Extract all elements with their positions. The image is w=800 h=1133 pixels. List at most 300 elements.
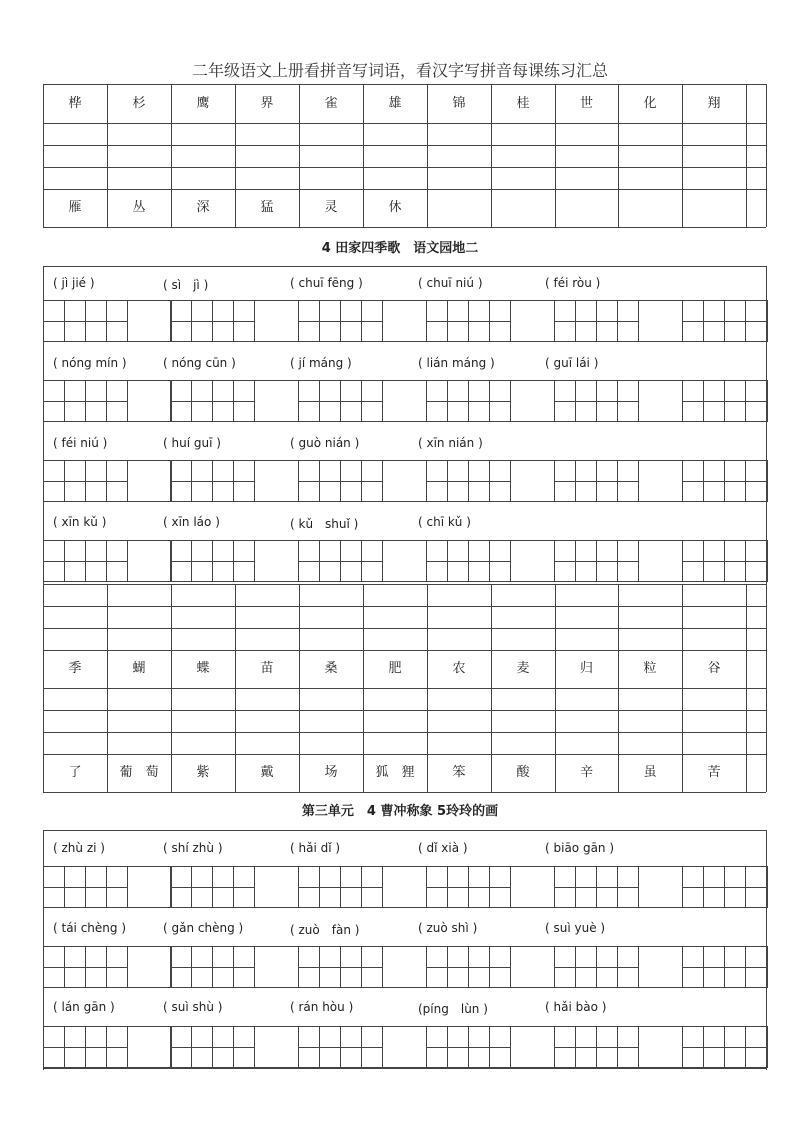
writing-cell[interactable] (298, 300, 320, 342)
writing-cell-midline (448, 561, 468, 562)
writing-cell-midline (746, 887, 766, 888)
writing-cell-midline (171, 967, 191, 968)
writing-cell-midline (171, 321, 191, 322)
writing-cell[interactable] (361, 380, 383, 422)
writing-cell-midline (427, 481, 447, 482)
writing-cell[interactable] (596, 300, 618, 342)
writing-cell-midline (448, 401, 468, 402)
writing-cell[interactable] (724, 1026, 746, 1068)
writing-cell[interactable] (170, 946, 192, 988)
writing-spacer (382, 540, 427, 582)
writing-cell[interactable] (468, 460, 490, 502)
writing-cell[interactable] (489, 300, 511, 342)
pinyin-prompt: ( chuī niú ) (418, 276, 483, 290)
writing-cell[interactable] (703, 380, 725, 422)
writing-cell-midline (490, 967, 510, 968)
writing-cell[interactable] (489, 460, 511, 502)
writing-cell[interactable] (340, 460, 362, 502)
writing-cell[interactable] (468, 300, 490, 342)
table2-char-cell: 场 (324, 765, 338, 780)
writing-cell[interactable] (233, 540, 255, 582)
writing-cell[interactable] (554, 540, 576, 582)
writing-cell[interactable] (682, 460, 704, 502)
pinyin-prompt: ( shí zhù ) (163, 841, 223, 855)
writing-cell[interactable] (298, 866, 320, 908)
writing-cell-midline (576, 401, 596, 402)
writing-cell[interactable] (361, 946, 383, 988)
writing-cell[interactable] (319, 1026, 341, 1068)
table1-char-cell (746, 189, 766, 227)
writing-cell[interactable] (447, 866, 469, 908)
writing-cell-midline (192, 1047, 212, 1048)
writing-cell-midline (44, 481, 64, 482)
table2-char-cell: 肥 (388, 661, 402, 676)
table2-char-cell: 辛 (579, 765, 593, 780)
writing-cell[interactable] (682, 540, 704, 582)
writing-cell[interactable] (426, 866, 448, 908)
writing-cell-midline (213, 967, 233, 968)
writing-cell[interactable] (233, 300, 255, 342)
writing-cell[interactable] (468, 866, 490, 908)
writing-cell[interactable] (340, 380, 362, 422)
writing-cell-midline (725, 561, 745, 562)
writing-spacer (510, 380, 555, 422)
writing-cell-midline (469, 887, 489, 888)
writing-cell[interactable] (64, 540, 86, 582)
writing-cell[interactable] (106, 460, 128, 502)
writing-cell[interactable] (617, 300, 639, 342)
writing-cell[interactable] (745, 460, 767, 502)
writing-cell[interactable] (575, 460, 597, 502)
writing-cell[interactable] (724, 540, 746, 582)
table1-char-cell: 翔 (707, 96, 721, 111)
writing-cell-midline (597, 1047, 617, 1048)
pinyin-prompt: ( chuī fēng ) (290, 276, 363, 290)
writing-cell[interactable] (703, 460, 725, 502)
writing-cell[interactable] (447, 380, 469, 422)
writing-cell-midline (320, 561, 340, 562)
writing-cell[interactable] (191, 946, 213, 988)
pinyin-prompt: ( sì jì ) (163, 278, 209, 292)
table2-char-cell: 农 (452, 661, 466, 676)
writing-cell[interactable] (596, 460, 618, 502)
writing-cell[interactable] (212, 1026, 234, 1068)
writing-cell-midline (234, 561, 254, 562)
writing-cell[interactable] (489, 380, 511, 422)
writing-cell[interactable] (575, 946, 597, 988)
writing-cell[interactable] (745, 380, 767, 422)
writing-cell[interactable] (191, 460, 213, 502)
writing-cell[interactable] (43, 300, 65, 342)
writing-cell[interactable] (43, 540, 65, 582)
writing-cell-midline (683, 887, 703, 888)
writing-cell[interactable] (489, 1026, 511, 1068)
writing-cell[interactable] (340, 300, 362, 342)
writing-cell[interactable] (361, 866, 383, 908)
writing-cell[interactable] (319, 540, 341, 582)
writing-cell-midline (86, 481, 106, 482)
writing-cell-midline (65, 321, 85, 322)
writing-cell[interactable] (340, 540, 362, 582)
writing-cell-midline (299, 561, 319, 562)
pinyin-prompt: ( gǎn chèng ) (163, 921, 244, 935)
writing-cell[interactable] (575, 866, 597, 908)
writing-cell[interactable] (426, 1026, 448, 1068)
table1-char-cell: 化 (643, 96, 657, 111)
writing-cell[interactable] (191, 300, 213, 342)
writing-cell[interactable] (361, 540, 383, 582)
writing-cell[interactable] (361, 1026, 383, 1068)
writing-cell-midline (362, 887, 382, 888)
table2-hline (43, 710, 766, 711)
table1-char-cell (682, 189, 746, 227)
writing-cell[interactable] (319, 866, 341, 908)
table2-char-cell: 苦 (707, 765, 721, 780)
writing-cell[interactable] (170, 540, 192, 582)
writing-cell-midline (65, 887, 85, 888)
writing-cell[interactable] (212, 300, 234, 342)
writing-cell[interactable] (298, 460, 320, 502)
writing-spacer (766, 380, 768, 422)
writing-spacer (766, 866, 768, 908)
writing-cell-midline (597, 481, 617, 482)
table1-char-cell (746, 84, 766, 123)
writing-cell-midline (107, 321, 127, 322)
table1-char-cell: 鹰 (196, 96, 210, 111)
writing-cell[interactable] (43, 460, 65, 502)
pinyin-prompt: ( guī lái ) (545, 356, 599, 370)
writing-cell-midline (86, 321, 106, 322)
table2-char-cell: 麦 (516, 661, 530, 676)
writing-cell[interactable] (106, 866, 128, 908)
writing-cell-midline (683, 401, 703, 402)
writing-cell-midline (555, 1047, 575, 1048)
writing-cell-midline (234, 401, 254, 402)
writing-cell[interactable] (319, 380, 341, 422)
writing-cell[interactable] (596, 1026, 618, 1068)
table1-char-cell: 界 (260, 96, 274, 111)
writing-cell[interactable] (361, 460, 383, 502)
writing-cell-midline (171, 561, 191, 562)
writing-cell[interactable] (85, 380, 107, 422)
writing-cell[interactable] (426, 380, 448, 422)
writing-cell[interactable] (596, 866, 618, 908)
writing-cell-midline (362, 481, 382, 482)
writing-cell[interactable] (106, 1026, 128, 1068)
writing-cell[interactable] (233, 866, 255, 908)
writing-cell-midline (448, 321, 468, 322)
writing-cell[interactable] (596, 380, 618, 422)
writing-cell[interactable] (617, 946, 639, 988)
table1-vline (766, 84, 767, 227)
writing-cell-midline (320, 887, 340, 888)
writing-cell[interactable] (64, 460, 86, 502)
pinyin-prompt: ( hǎi dǐ ) (290, 841, 341, 855)
writing-cell[interactable] (191, 866, 213, 908)
pinyin-prompt: ( féi niú ) (53, 436, 108, 450)
writing-cell[interactable] (233, 380, 255, 422)
writing-cell[interactable] (745, 300, 767, 342)
writing-cell[interactable] (298, 540, 320, 582)
writing-spacer (382, 380, 427, 422)
writing-cell-midline (362, 1047, 382, 1048)
writing-cell-midline (362, 561, 382, 562)
writing-cell-midline (234, 321, 254, 322)
writing-cell[interactable] (724, 946, 746, 988)
writing-cell[interactable] (64, 866, 86, 908)
writing-cell[interactable] (489, 946, 511, 988)
writing-cell[interactable] (340, 946, 362, 988)
writing-cell[interactable] (447, 1026, 469, 1068)
writing-cell[interactable] (426, 946, 448, 988)
writing-cell[interactable] (85, 300, 107, 342)
writing-spacer (638, 300, 683, 342)
writing-cell-midline (213, 887, 233, 888)
writing-cell[interactable] (703, 1026, 725, 1068)
writing-spacer (382, 866, 427, 908)
writing-cell-midline (618, 561, 638, 562)
writing-cell[interactable] (489, 866, 511, 908)
writing-cell[interactable] (170, 300, 192, 342)
writing-cell[interactable] (106, 540, 128, 582)
writing-cell[interactable] (170, 866, 192, 908)
writing-cell[interactable] (745, 946, 767, 988)
pinyin-prompt: ( xīn kǔ ) (53, 515, 107, 529)
writing-cell-midline (107, 887, 127, 888)
writing-cell-midline (555, 887, 575, 888)
writing-cell[interactable] (447, 540, 469, 582)
writing-cell[interactable] (426, 540, 448, 582)
writing-cell[interactable] (703, 866, 725, 908)
writing-cell[interactable] (212, 946, 234, 988)
writing-cell[interactable] (745, 540, 767, 582)
table1-char-cell: 雁 (68, 200, 82, 215)
writing-cell[interactable] (233, 460, 255, 502)
pinyin-prompt: ( guò nián ) (290, 436, 360, 450)
writing-cell[interactable] (233, 1026, 255, 1068)
writing-cell[interactable] (682, 300, 704, 342)
writing-spacer (638, 380, 683, 422)
writing-cell-midline (618, 1047, 638, 1048)
pinyin-prompt: ( féi ròu ) (545, 276, 601, 290)
table1-char-cell: 桦 (68, 96, 82, 111)
table2-hline (43, 688, 766, 689)
writing-spacer (254, 300, 299, 342)
writing-cell[interactable] (212, 460, 234, 502)
writing-cell[interactable] (617, 380, 639, 422)
writing-cell[interactable] (426, 460, 448, 502)
pinyin-prompt: ( lián máng ) (418, 356, 495, 370)
writing-cell[interactable] (468, 540, 490, 582)
writing-cell[interactable] (233, 946, 255, 988)
writing-cell-midline (427, 967, 447, 968)
writing-cell-midline (427, 321, 447, 322)
writing-cell[interactable] (212, 866, 234, 908)
pinyin-prompt: ( zhù zi ) (53, 841, 105, 855)
writing-cell[interactable] (596, 540, 618, 582)
writing-cell-midline (746, 967, 766, 968)
writing-cell[interactable] (617, 460, 639, 502)
writing-cell[interactable] (43, 1026, 65, 1068)
table2-char-cell: 谷 (707, 661, 721, 676)
writing-spacer (638, 866, 683, 908)
writing-cell-midline (192, 887, 212, 888)
writing-cell[interactable] (554, 380, 576, 422)
block-bottom-border (43, 1068, 766, 1069)
writing-cell[interactable] (43, 866, 65, 908)
table1-char-cell: 雄 (388, 96, 402, 111)
writing-cell[interactable] (575, 540, 597, 582)
writing-cell-midline (341, 887, 361, 888)
writing-cell[interactable] (340, 866, 362, 908)
writing-cell[interactable] (682, 1026, 704, 1068)
writing-cell-midline (213, 1047, 233, 1048)
pinyin-prompt: ( kǔ shuǐ ) (290, 517, 359, 531)
writing-cell[interactable] (682, 866, 704, 908)
writing-cell[interactable] (85, 1026, 107, 1068)
writing-cell[interactable] (575, 380, 597, 422)
writing-cell-midline (490, 1047, 510, 1048)
writing-cell-midline (490, 321, 510, 322)
writing-cell[interactable] (554, 946, 576, 988)
writing-cell[interactable] (703, 300, 725, 342)
writing-cell[interactable] (64, 1026, 86, 1068)
pinyin-prompt: ( dǐ xià ) (418, 841, 468, 855)
writing-cell[interactable] (212, 540, 234, 582)
writing-spacer (127, 540, 172, 582)
writing-cell[interactable] (554, 1026, 576, 1068)
writing-cell[interactable] (298, 380, 320, 422)
writing-cell-midline (171, 887, 191, 888)
table2-hline (43, 792, 766, 793)
pinyin-prompt: ( nóng mín ) (53, 356, 127, 370)
writing-cell[interactable] (724, 380, 746, 422)
writing-cell-midline (107, 1047, 127, 1048)
writing-spacer (254, 540, 299, 582)
writing-cell[interactable] (468, 946, 490, 988)
writing-cell-midline (683, 967, 703, 968)
writing-cell[interactable] (745, 1026, 767, 1068)
writing-cell-midline (299, 887, 319, 888)
writing-cell-midline (725, 401, 745, 402)
writing-cell-midline (704, 967, 724, 968)
writing-cell-midline (555, 561, 575, 562)
table1-char-cell: 休 (388, 200, 402, 215)
writing-cell[interactable] (319, 946, 341, 988)
writing-cell[interactable] (724, 866, 746, 908)
writing-cell-midline (469, 481, 489, 482)
writing-cell-midline (555, 967, 575, 968)
writing-cell[interactable] (212, 380, 234, 422)
writing-cell[interactable] (554, 866, 576, 908)
writing-cell[interactable] (191, 540, 213, 582)
writing-cell-midline (704, 481, 724, 482)
writing-cell[interactable] (43, 380, 65, 422)
writing-cell[interactable] (85, 866, 107, 908)
writing-cell[interactable] (447, 460, 469, 502)
writing-cell[interactable] (703, 540, 725, 582)
writing-cell[interactable] (85, 540, 107, 582)
writing-spacer (254, 946, 299, 988)
writing-cell[interactable] (468, 1026, 490, 1068)
writing-cell[interactable] (170, 460, 192, 502)
writing-cell[interactable] (724, 460, 746, 502)
table1-hline (43, 227, 766, 228)
writing-cell[interactable] (64, 380, 86, 422)
writing-cell[interactable] (319, 460, 341, 502)
writing-cell[interactable] (745, 866, 767, 908)
writing-cell[interactable] (682, 946, 704, 988)
writing-cell[interactable] (468, 380, 490, 422)
writing-cell[interactable] (361, 300, 383, 342)
writing-cell[interactable] (617, 1026, 639, 1068)
writing-cell[interactable] (64, 946, 86, 988)
writing-cell[interactable] (85, 946, 107, 988)
writing-cell[interactable] (617, 866, 639, 908)
writing-cell-midline (683, 1047, 703, 1048)
writing-cell[interactable] (703, 946, 725, 988)
table2-char-cell: 紫 (196, 765, 210, 780)
writing-cell[interactable] (298, 946, 320, 988)
writing-cell-midline (683, 561, 703, 562)
writing-cell[interactable] (106, 380, 128, 422)
writing-cell[interactable] (340, 1026, 362, 1068)
writing-cell[interactable] (298, 1026, 320, 1068)
writing-cell[interactable] (106, 946, 128, 988)
writing-cell-midline (86, 401, 106, 402)
writing-cell-midline (86, 967, 106, 968)
writing-cell-midline (213, 561, 233, 562)
writing-cell[interactable] (191, 380, 213, 422)
writing-spacer (254, 866, 299, 908)
writing-spacer (254, 460, 299, 502)
writing-cell-midline (576, 967, 596, 968)
writing-cell-midline (469, 1047, 489, 1048)
writing-cell-midline (427, 561, 447, 562)
writing-spacer (510, 866, 555, 908)
writing-cell[interactable] (426, 300, 448, 342)
writing-cell[interactable] (724, 300, 746, 342)
table2-char-cell: 狐 狸 (375, 765, 415, 780)
writing-cell[interactable] (554, 460, 576, 502)
writing-cell[interactable] (191, 1026, 213, 1068)
writing-spacer (766, 300, 768, 342)
writing-cell[interactable] (447, 946, 469, 988)
writing-cell[interactable] (554, 300, 576, 342)
writing-cell-midline (427, 1047, 447, 1048)
writing-cell[interactable] (617, 540, 639, 582)
writing-cell[interactable] (85, 460, 107, 502)
writing-cell[interactable] (489, 540, 511, 582)
writing-cell[interactable] (64, 300, 86, 342)
writing-cell-midline (597, 967, 617, 968)
writing-cell[interactable] (43, 946, 65, 988)
writing-cell[interactable] (596, 946, 618, 988)
writing-cell-midline (704, 887, 724, 888)
writing-cell[interactable] (170, 1026, 192, 1068)
writing-cell-midline (704, 561, 724, 562)
writing-cell-midline (192, 401, 212, 402)
writing-cell[interactable] (575, 300, 597, 342)
writing-cell[interactable] (575, 1026, 597, 1068)
writing-cell[interactable] (170, 380, 192, 422)
writing-cell[interactable] (319, 300, 341, 342)
writing-cell[interactable] (106, 300, 128, 342)
writing-cell[interactable] (682, 380, 704, 422)
writing-cell-midline (341, 321, 361, 322)
writing-cell-midline (65, 1047, 85, 1048)
writing-cell[interactable] (447, 300, 469, 342)
